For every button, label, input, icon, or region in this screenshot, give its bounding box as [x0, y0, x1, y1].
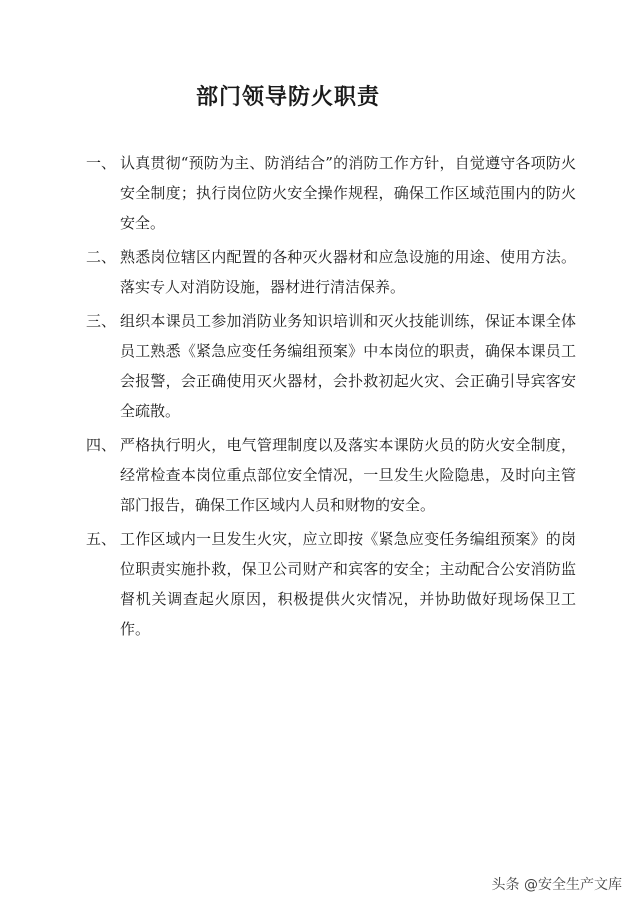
duty-item-text: 认真贯彻“预防为主、防消结合”的消防工作方针，自觉遵守各项防火安全制度；执行岗位防火安全操作规程，确保工作区域范围内的防火安全。 [120, 154, 576, 232]
duty-item-text: 工作区域内一旦发生火灾，应立即按《紧急应变任务编组预案》的岗位职责实施扑救，保卫公司财产和宾客的安全；主动配合公安消防监督机关调查起火原因，积极提供火灾情况，并协助做好现场保卫工作。 [120, 530, 576, 638]
duty-item-text: 组织本课员工参加消防业务知识培训和灭火技能训练，保证本课全体员工熟悉《紧急应变任务编组预案》中本岗位的职责，确保本课员工会报警，会正确使用灭火器材，会扑救初起火灾、会正确引导宾客安全疏散。 [120, 312, 576, 420]
document-title: 部门领导防火职责 [196, 85, 381, 110]
duty-item-5 [86, 524, 576, 644]
duty-item-number: 一、 [86, 154, 117, 172]
duty-item-number: 二、 [86, 248, 117, 266]
duty-item-3 [86, 306, 576, 426]
duty-item-text: 熟悉岗位辖区内配置的各种灭火器材和应急设施的用途、使用方法。落实专人对消防设施，器材进行清洁保养。 [120, 248, 576, 296]
duty-item-1 [86, 148, 576, 238]
duty-item-number: 五、 [86, 530, 117, 548]
source-watermark: 头条 @安全生产文库 [491, 877, 622, 893]
duty-list [86, 148, 576, 648]
duty-item-number: 三、 [86, 312, 117, 330]
duty-item-text: 严格执行明火，电气管理制度以及落实本课防火员的防火安全制度，经常检查本岗位重点部位安全情况，一旦发生火险隐患，及时向主管部门报告，确保工作区域内人员和财物的安全。 [120, 436, 576, 514]
duty-item-2 [86, 242, 576, 302]
duty-item-4 [86, 430, 576, 520]
duty-item-number: 四、 [86, 436, 117, 454]
